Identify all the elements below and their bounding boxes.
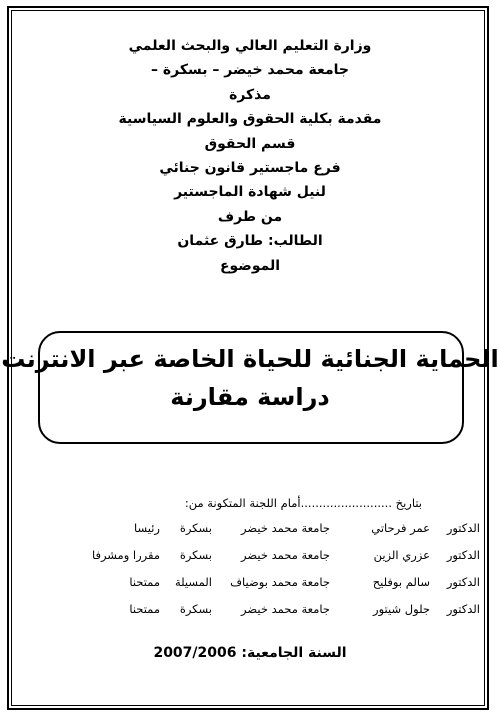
by-line: من طرف <box>217 208 283 225</box>
committee-intro: بتاريخ .........................أمام اللجنة المتكونة من: <box>184 496 422 510</box>
member-title: الدكتور <box>446 547 480 562</box>
degree-line: لنيل شهادة الماجستير <box>174 184 326 201</box>
subject-label: الموضوع <box>219 257 281 274</box>
member-university: جامعة محمد بوضياف <box>230 574 330 589</box>
branch-line: فرع ماجستير قانون جنائي <box>159 160 341 177</box>
student-line: الطالب: طارق عثمان <box>177 233 323 250</box>
member-role: ممتحنا <box>129 601 160 616</box>
member-name: سالم بوفليح <box>372 574 430 589</box>
member-role: رئيسا <box>134 520 160 535</box>
ministry-line: وزارة التعليم العالي والبحث العلمي <box>128 38 372 54</box>
committee-row <box>82 568 480 595</box>
university-line: جامعة محمد خيضر – بسكرة – <box>151 62 349 79</box>
member-university: جامعة محمد خيضر <box>241 601 330 616</box>
department-line: قسم الحقوق <box>204 135 296 152</box>
member-title: الدكتور <box>446 520 480 535</box>
member-name: عزري الزين <box>373 547 430 562</box>
doc-type-line: مذكرة <box>229 86 271 103</box>
title-line-1: الحماية الجنائية للحياة الخاصة عبر الانترنت <box>1 345 499 373</box>
member-city: المسيلة <box>174 574 212 589</box>
member-city: بسكرة <box>179 520 212 535</box>
member-role: مقررا ومشرفا <box>91 547 160 562</box>
member-city: بسكرة <box>179 601 212 616</box>
committee-table <box>82 514 480 622</box>
member-title: الدكتور <box>446 601 480 616</box>
title-line-2: دراسة مقارنة <box>170 383 330 411</box>
member-university: جامعة محمد خيضر <box>241 520 330 535</box>
committee-row <box>82 541 480 568</box>
member-city: بسكرة <box>179 547 212 562</box>
member-name: عمر فرحاتي <box>371 520 430 535</box>
committee-row <box>82 595 480 622</box>
member-name: جلول شيتور <box>373 601 430 616</box>
committee-row <box>82 514 480 541</box>
academic-year: السنة الجامعية: 2007/2006 <box>153 645 347 661</box>
member-university: جامعة محمد خيضر <box>241 547 330 562</box>
thesis-title <box>0 340 500 416</box>
member-role: ممتحنا <box>129 574 160 589</box>
faculty-line: مقدمة بكلية الحقوق والعلوم السياسية <box>118 111 382 128</box>
document-header <box>0 34 500 278</box>
member-title: الدكتور <box>446 574 480 589</box>
